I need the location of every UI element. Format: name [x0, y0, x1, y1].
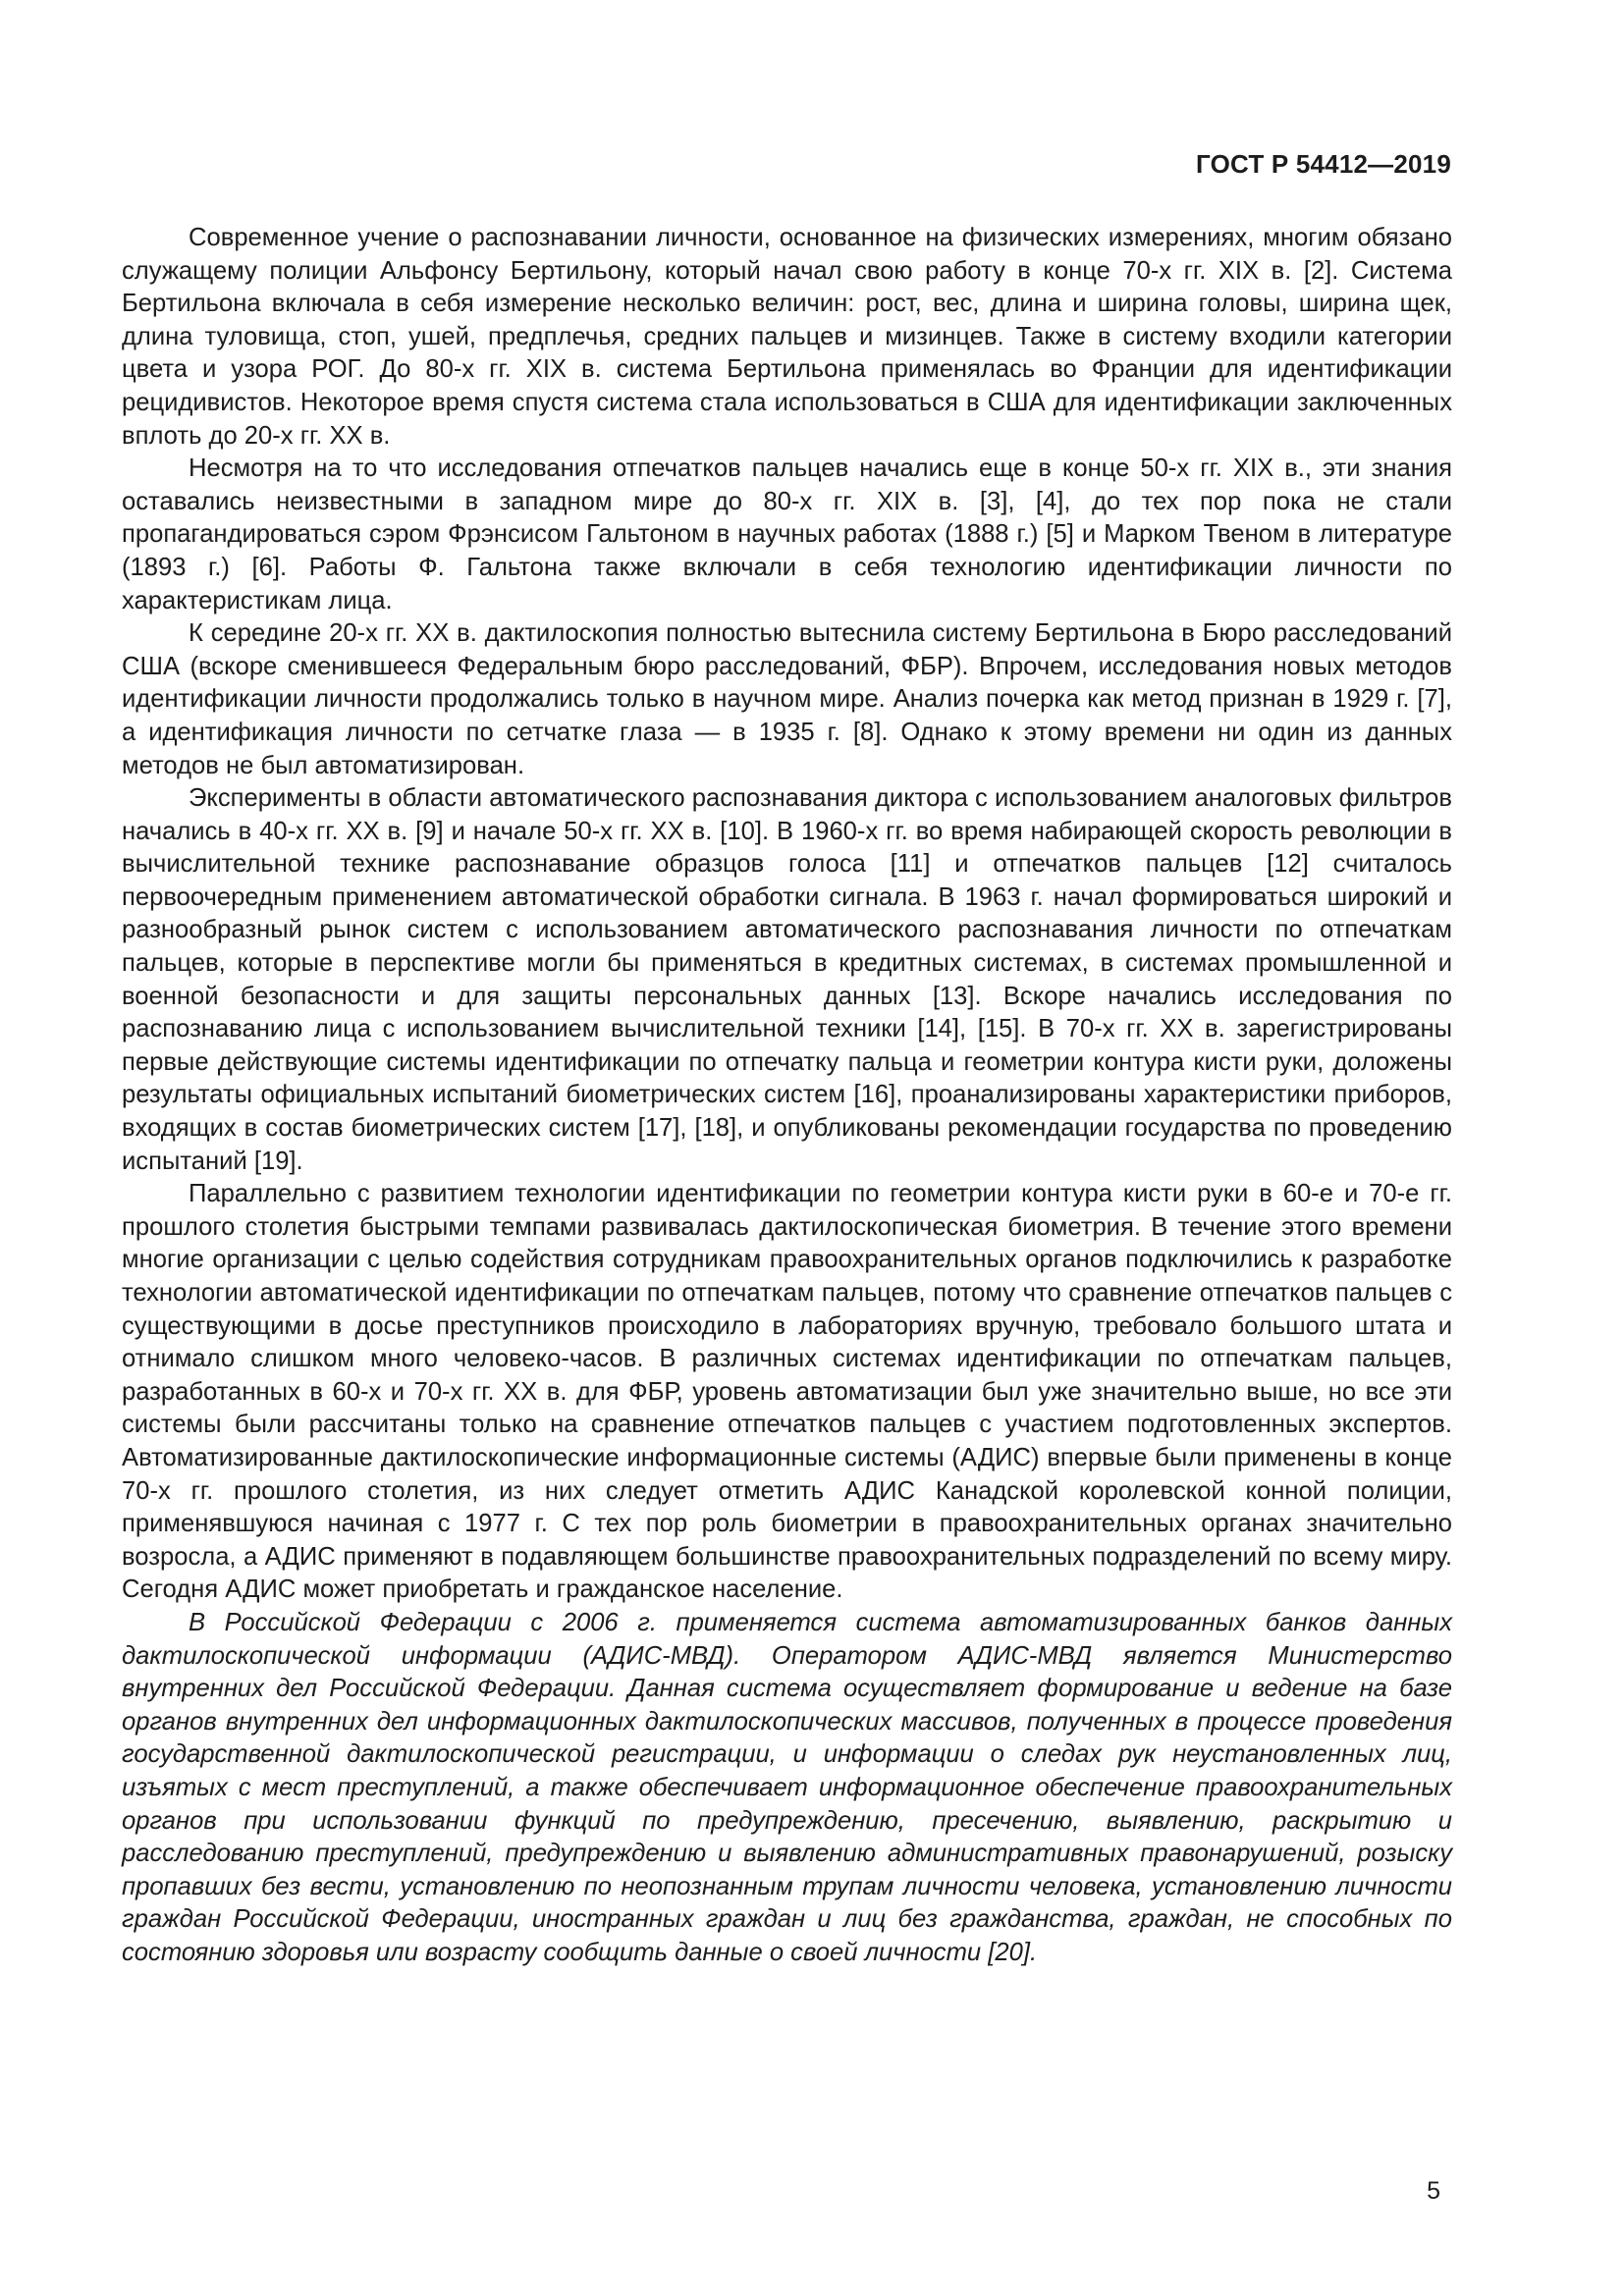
document-body — [122, 222, 1452, 1969]
paragraph-dactyloscopy-fbi: К середине 20-х гг. XX в. дактилоскопия полностью вытеснила систему Бертильона в Бюро расследований США (вскоре сменившееся Федеральным бюро расследований, ФБР). Впрочем, исследования новых методов идентификации личности продолжались только в научном мире. Анализ почерка как метод признан в 1929 г. [7], а идентификация личности по сетчатке глаза — в 1935 г. [8]. Однако к этому времени ни один из данных методов не был автоматизирован. — [122, 619, 1452, 779]
paragraph-adis-mvd: В Российской Федерации с 2006 г. применяется система автоматизированных банков данных дактилоскопической информации (АДИС-МВД). Оператором АДИС-МВД является Министерство внутренних дел Российской Федерации. Данная система осуществляет формирование и ведение на базе органов внутренних дел информационных дактилоскопических массивов, полученных в процессе проведения государственной дактилоскопической регистрации, и информации о следах рук неустановленных лиц, изъятых с мест преступлений, а также обеспечивает информационное обеспечение правоохранительных органов при использовании функций по предупреждению, пресечению, выявлению, раскрытию и расследованию преступлений, предупреждению и выявлению административных правонарушений, розыску пропавших без вести, установлению по неопознанным трупам личности человека, установлению личности граждан Российской Федерации, иностранных граждан и лиц без гражданства, граждан, не способных по состоянию здоровья или возрасту сообщить данные о своей личности [20]. — [122, 1608, 1452, 1966]
standard-header: ГОСТ Р 54412—2019 — [1196, 149, 1451, 179]
paragraph-bertillon: Современное учение о распознавании личности, основанное на физических измерениях, многим обязано служащему полиции Альфонсу Бертильону, который начал свою работу в конце 70-х гг. XIX в. [2]. Система Бертильона включала в себя измерение несколько величин: рост, вес, длина и ширина головы, ширина щек, длина туловища, стоп, ушей, предплечья, средних пальцев и мизинцев. Также в систему входили категории цвета и узора РОГ. До 80-х гг. XIX в. система Бертильона применялась во Франции для идентификации рецидивистов. Некоторое время спустя система стала использоваться в США для идентификации заключенных вплоть до 20-х гг. XX в. — [122, 224, 1452, 450]
page-number: 5 — [1427, 2177, 1440, 2205]
paragraph-fingerprints-history: Несмотря на то что исследования отпечатков пальцев начались еще в конце 50-х гг. XIX в., эти знания оставались неизвестными в западном мире до 80-х гг. XIX в. [3], [4], до тех пор пока не стали пропагандироваться сэром Фрэнсисом Гальтоном в научных работах (1888 г.) [5] и Марком Твеном в литературе (1893 г.) [6]. Работы Ф. Гальтона также включали в себя технологию идентификации личности по характеристикам лица. — [122, 454, 1452, 614]
paragraph-adis-development: Параллельно с развитием технологии идентификации по геометрии контура кисти руки в 60-е и 70-е гг. прошлого столетия быстрыми темпами развивалась дактилоскопическая биометрия. В течение этого времени многие организации с целью содействия сотрудникам правоохранительных органов подключились к разработке технологии автоматической идентификации по отпечаткам пальцев, потому что сравнение отпечатков пальцев с существующими в досье преступников происходило в лабораториях вручную, требовало большого штата и отнимало слишком много человеко-часов. В различных системах идентификации по отпечаткам пальцев, разработанных в 60-х и 70-х гг. XX в. для ФБР, уровень автоматизации был уже значительно выше, но все эти системы были рассчитаны только на сравнение отпечатков пальцев с участием подготовленных экспертов. Автоматизированные дактилоскопические информационные системы (АДИС) впервые были применены в конце 70-х гг. прошлого столетия, из них следует отметить АДИС Канадской королевской конной полиции, применявшуюся начиная с 1977 г. С тех пор роль биометрии в правоохранительных органах значительно возросла, а АДИС применяют в подавляющем большинстве правоохранительных подразделений по всему миру. Сегодня АДИС может приобретать и гражданское население. — [122, 1180, 1452, 1604]
paragraph-automatic-recognition: Эксперименты в области автоматического распознавания диктора с использованием аналоговых фильтров начались в 40-х гг. XX в. [9] и начале 50-х гг. XX в. [10]. В 1960-х гг. во время набирающей скорость революции в вычислительной технике распознавание образцов голоса [11] и отпечатков пальцев [12] считалось первоочередным применением автоматической обработки сигнала. В 1963 г. начал формироваться широкий и разнообразный рынок систем с использованием автоматического распознавания личности по отпечаткам пальцев, которые в перспективе могли бы применяться в кредитных системах, в системах промышленной и военной безопасности и для защиты персональных данных [13]. Вскоре начались исследования по распознаванию лица с использованием вычислительной техники [14], [15]. В 70-х гг. XX в. зарегистрированы первые действующие системы идентификации по отпечатку пальца и геометрии контура кисти руки, доложены результаты официальных испытаний биометрических систем [16], проанализированы характеристики приборов, входящих в состав биометрических систем [17], [18], и опубликованы рекомендации государства по проведению испытаний [19]. — [122, 784, 1452, 1175]
